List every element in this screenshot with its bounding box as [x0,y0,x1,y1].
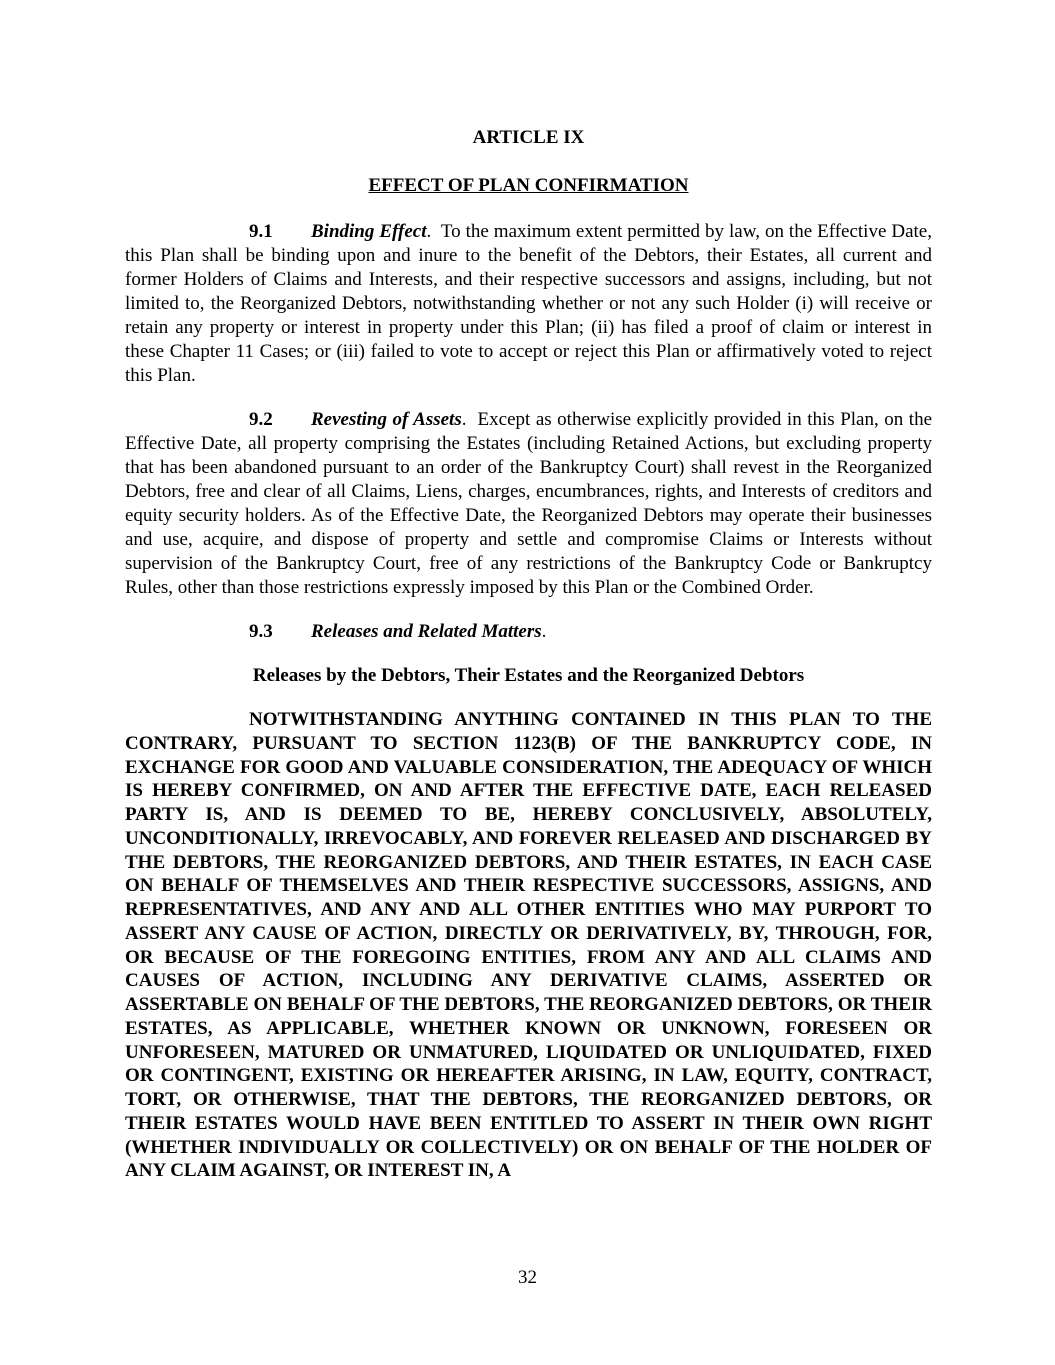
article-number: ARTICLE IX [472,127,585,148]
section-9-1: 9.1 Binding Effect. To the maximum extent permitted by law, on the Effective Date, this Plan shall be binding upon and inure to the benefit of the Debtors, their Estates, all current and former Holders of Claims and Interests, and their respective successors and assigns, including, but not limited to, the Reorganized Debtors, notwithstanding whether or not any such Holder (i) will receive or retain any property or interest in property under this Plan; (ii) has filed a proof of claim or interest in these Chapter 11 Cases; or (iii) failed to vote to accept or reject this Plan or affirmatively voted to reject this Plan. [125,221,932,386]
article-title: EFFECT OF PLAN CONFIRMATION [368,175,689,196]
releases-heading: Releases by the Debtors, Their Estates and the Reorganized Debtors [252,665,805,686]
section-number: 9.3 [249,621,273,642]
page-number: 32 [518,1267,537,1288]
section-text: Except as otherwise explicitly provided in this Plan, on the Effective Date, all property comprising the Estates (including Retained Actions, but excluding property that has been abandoned pursuant to an order of the Bankruptcy Court) shall revest in the Reorganized Debtors, free and clear of all Claims, Liens, charges, encumbrances, rights, and Interests of creditors and equity security holders. As of the Effective Date, the Reorganized Debtors may operate their businesses and use, acquire, and dispose of property and settle and compromise Claims or Interests without supervision of the Bankruptcy Court, free of any restrictions of the Bankruptcy Code or Bankruptcy Rules, other than those restrictions expressly imposed by this Plan or the Combined Order. [125,409,932,598]
document-page [125,126,932,1183]
section-9-2: 9.2 Revesting of Assets. Except as otherwise explicitly provided in this Plan, on the Effective Date, all property comprising the Estates (including Retained Actions, but excluding property that has been abandoned pursuant to an order of the Bankruptcy Court) shall revest in the Reorganized Debtors, free and clear of all Claims, Liens, charges, encumbrances, rights, and Interests of creditors and equity security holders. As of the Effective Date, the Reorganized Debtors may operate their businesses and use, acquire, and dispose of property and settle and compromise Claims or Interests without supervision of the Bankruptcy Court, free of any restrictions of the Bankruptcy Code or Bankruptcy Rules, other than those restrictions expressly imposed by this Plan or the Combined Order. [125,409,932,598]
section-text: To the maximum extent permitted by law, on the Effective Date, this Plan shall be binding upon and inure to the benefit of the Debtors, their Estates, all current and former Holders of Claims and Interests, and their respective successors and assigns, including, but not limited to, the Reorganized Debtors, notwithstanding whether or not any such Holder (i) will receive or retain any property or interest in property under this Plan; (ii) has filed a proof of claim or interest in these Chapter 11 Cases; or (iii) failed to vote to accept or reject this Plan or affirmatively voted to reject this Plan. [125,221,932,386]
section-number: 9.2 [249,409,273,430]
section-number: 9.1 [249,221,273,242]
section-title: Binding Effect [311,221,427,242]
section-title: Releases and Related Matters [311,621,542,642]
releases-text: NOTWITHSTANDING ANYTHING CONTAINED IN THIS PLAN TO THE CONTRARY, PURSUANT TO SECTION 1123(B) OF THE BANKRUPTCY CODE, IN EXCHANGE FOR GOOD AND VALUABLE CONSIDERATION, THE ADEQUACY OF WHICH IS HEREBY CONFIRMED, ON AND AFTER THE EFFECTIVE DATE, EACH RELEASED PARTY IS, AND IS DEEMED TO BE, HEREBY CONCLUSIVELY, ABSOLUTELY, UNCONDITIONALLY, IRREVOCABLY, AND FOREVER RELEASED AND DISCHARGED BY THE DEBTORS, THE REORGANIZED DEBTORS, AND THEIR ESTATES, IN EACH CASE ON BEHALF OF THEMSELVES AND THEIR RESPECTIVE SUCCESSORS, ASSIGNS, AND REPRESENTATIVES, AND ANY AND ALL OTHER ENTITIES WHO MAY PURPORT TO ASSERT ANY CAUSE OF ACTION, DIRECTLY OR DERIVATIVELY, BY, THROUGH, FOR, OR BECAUSE OF THE FOREGOING ENTITIES, FROM ANY AND ALL CLAIMS AND CAUSES OF ACTION, INCLUDING ANY DERIVATIVE CLAIMS, ASSERTED OR ASSERTABLE ON BEHALF OF THE DEBTORS, THE REORGANIZED DEBTORS, OR THEIR ESTATES, AS APPLICABLE, WHETHER KNOWN OR UNKNOWN, FORESEEN OR UNFORESEEN, MATURED OR UNMATURED, LIQUIDATED OR UNLIQUIDATED, FIXED OR CONTINGENT, EXISTING OR HEREAFTER ARISING, IN LAW, EQUITY, CONTRACT, TORT, OR OTHERWISE, THAT THE DEBTORS, THE REORGANIZED DEBTORS, OR THEIR ESTATES WOULD HAVE BEEN ENTITLED TO ASSERT IN THEIR OWN RIGHT (WHETHER INDIVIDUALLY OR COLLECTIVELY) OR ON BEHALF OF THE HOLDER OF ANY CLAIM AGAINST, OR INTEREST IN, A [125,709,932,1182]
section-title: Revesting of Assets [311,409,462,430]
section-9-3: 9.3 Releases and Related Matters. [249,621,547,642]
